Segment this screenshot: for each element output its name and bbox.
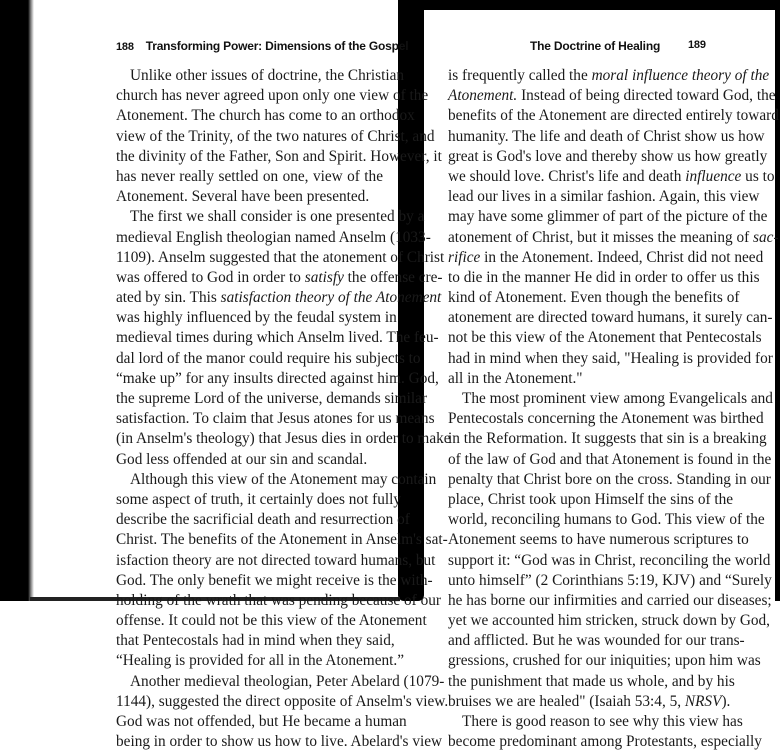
text-line: ated by sin. This satisfaction theory of the Atonement [116, 289, 442, 307]
left-page-number: 188 [116, 41, 134, 53]
text-line: kind of Atonement. Even though the benefits of [448, 289, 740, 307]
text-line: God was not offended, but He became a human [116, 713, 407, 730]
text-line: unto himself” (2 Corinthians 5:19, KJV) and “Surely [448, 571, 772, 589]
text-line: God. The only benefit we might receive is the with- [116, 571, 433, 589]
text-line: church has never agreed upon only one view of the [116, 87, 429, 105]
text-line: is frequently called the moral influence theory of the [448, 67, 770, 84]
text-line: world, reconciling humans to God. This view of the [448, 511, 765, 529]
left-running-head: Transforming Power: Dimensions of the Gospel [145, 39, 409, 53]
text-line: that Pentecostals had in mind when they said, [116, 632, 395, 650]
right-page-header [530, 39, 706, 53]
text-line: holding of the wrath that was pending because of our [116, 591, 441, 609]
text-line: The most prominent view among Evangelicals and [462, 390, 773, 407]
text-line: Unlike other issues of doctrine, the Christian [130, 67, 405, 84]
text-line: describe the sacrificial death and resurrection of [116, 511, 410, 529]
text-line: was offered to God in order to satisfy the offense cre- [116, 268, 443, 286]
text-line: satisfaction. To claim that Jesus atones for us means [116, 410, 435, 428]
text-line: may have some glimmer of part of the picture of the [448, 208, 768, 226]
right-page-body [448, 66, 779, 752]
left-page-body [116, 66, 451, 752]
italic-term: satisfaction theory of the Atonement [220, 289, 442, 307]
text-line: humanity. The life and death of Christ show us how [448, 127, 765, 145]
text-line: some aspect of truth, it certainly does not fully [116, 490, 402, 508]
text-line: medieval times during which Anselm lived. The feu- [116, 329, 439, 347]
text-line: Atonement. The church has come to an orthodox [116, 107, 415, 125]
text-line: 1109). Anselm suggested that the atonement of Christ [116, 248, 445, 266]
text-line: (in Anselm's theology) that Jesus dies in order to make [116, 430, 451, 448]
text-line: 1144), suggested the direct opposite of Anselm's view. [116, 692, 449, 710]
text-line: has never really settled on one, view of the [116, 167, 383, 185]
text-line: “make up” for any insults directed against him. God, [116, 369, 439, 387]
text-line: lead our lives in a similar fashion. Again, this view [448, 188, 760, 206]
text-line: God less offended at our sin and scandal. [116, 450, 368, 468]
text-line: offense. It could not be this view of the Atonement [116, 612, 427, 630]
text-line: yet we accounted him stricken, struck down by God, [448, 612, 771, 630]
text-line: atonement are directed toward humans, it surely can- [448, 309, 773, 327]
italic-term: sac- [753, 228, 779, 246]
text-line: to die in the manner He did in order to offer us this [448, 268, 760, 286]
text-line: he has borne our infirmities and carried our diseases; [448, 591, 772, 609]
italic-term: rifice [448, 248, 481, 266]
text-line: in the Reformation. It suggests that sin is a breaking [448, 430, 767, 448]
text-line: dal lord of the manor could require his subjects to [116, 349, 421, 367]
text-line: all in the Atonement." [448, 369, 583, 387]
text-line: benefits of the Atonement are directed entirely toward [448, 107, 779, 125]
text-line: penalty that Christ bore on the cross. Standing in our [448, 470, 771, 488]
text-line: of the law of God and that Atonement is found in the [448, 450, 772, 468]
text-line: not be this view of the Atonement that Pentecostals [448, 329, 762, 347]
left-page [34, 0, 451, 751]
scan-left-margin-shadow [0, 0, 30, 601]
right-page-number: 189 [688, 39, 706, 51]
right-running-head: The Doctrine of Healing [530, 39, 661, 53]
text-line: The first we shall consider is one presented by a [130, 208, 425, 226]
italic-term: NRSV [684, 692, 722, 710]
text-line: view of the Trinity, of the two natures of Christ, and [116, 127, 435, 145]
text-line: Atonement. Several have been presented. [116, 188, 370, 206]
text-line: was highly influenced by the feudal system in [116, 309, 397, 327]
text-line: Christ. The benefits of the Atonement in Anselm's sat- [116, 531, 448, 549]
text-line: atonement of Christ, but it misses the meaning of sac- [448, 228, 779, 246]
text-line: we should love. Christ's life and death influence us to [448, 167, 775, 185]
text-line: Pentecostals concerning the Atonement was birthed [448, 410, 764, 428]
text-line: place, Christ took upon Himself the sins of the [448, 490, 734, 508]
text-line: and afflicted. But he was wounded for our trans- [448, 632, 745, 650]
text-line: Another medieval theologian, Peter Abelard (1079- [130, 672, 445, 690]
text-line: the divinity of the Father, Son and Spirit. However, it [116, 147, 442, 165]
text-line: being in order to show us how to live. Abelard's view [116, 733, 443, 751]
text-line: great is God's love and thereby show us how greatly [448, 147, 768, 165]
italic-term: moral influence theory of the [591, 67, 770, 84]
text-line: medieval English theologian named Anselm (1033- [116, 228, 431, 246]
text-line: gressions, crushed for our iniquities; upon him was [448, 652, 761, 670]
text-line: the punishment that made us whole, and by his [448, 672, 735, 690]
text-line: bruises we are healed" (Isaiah 53:4, 5, NRSV). [448, 692, 731, 710]
left-page-header [116, 39, 408, 53]
text-line: had in mind when they said, "Healing is provided for [448, 349, 773, 367]
text-line: rifice in the Atonement. Indeed, Christ did not need [448, 248, 764, 266]
text-line: Although this view of the Atonement may contain [130, 470, 437, 488]
italic-term: influence [685, 167, 742, 185]
text-line: isfaction theory are not directed toward humans, but [116, 551, 436, 569]
italic-term: satisfy [304, 268, 344, 286]
text-line: support it: “God was in Christ, reconciling the world [448, 551, 771, 569]
text-line: There is good reason to see why this view has [462, 713, 743, 730]
text-line: become predominant among Protestants, especially [448, 733, 762, 751]
text-line: Atonement seems to have numerous scriptures to [448, 531, 749, 549]
text-line: “Healing is provided for all in the Atonement.” [116, 652, 405, 670]
text-line: the supreme Lord of the universe, demands similar [116, 390, 427, 407]
italic-term: Atonement. [448, 87, 518, 105]
text-line: Atonement. Instead of being directed toward God, the [448, 87, 776, 105]
right-page [424, 0, 779, 751]
